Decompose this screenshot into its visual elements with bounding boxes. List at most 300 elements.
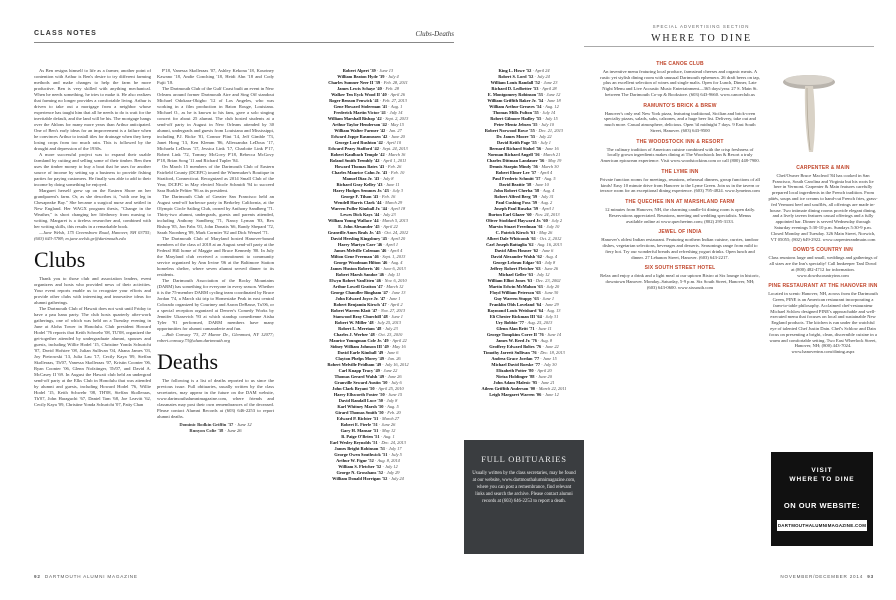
death-name: Leigh Margaret Warren '06 [489, 392, 542, 397]
death-date: May 12 [382, 428, 396, 433]
death-date: Aug. 8 [540, 338, 553, 343]
death-name: Robert Gilmore Hadley '55 [490, 116, 542, 121]
death-name: E. Montgomery Robinson '53 [487, 92, 543, 97]
death-entry: David Beattie '58 · June 10 [499, 182, 549, 187]
death-name: Robert S. Lord '52 [498, 74, 534, 79]
deaths-list-a [282, 68, 454, 568]
death-date: June 11 [538, 326, 552, 331]
mushroom-cap-top [785, 75, 833, 85]
death-entry: E. Montgomery Robinson '53 · June 12 [487, 92, 561, 97]
restaurant-entry [768, 284, 878, 355]
death-date: March 27 [382, 416, 400, 421]
death-entry: Niriza Holdinger '88 · June 20 [496, 374, 552, 379]
section-subtitle: Clubs-Deaths [415, 30, 454, 38]
death-name: George Owen Southwick '51 [334, 452, 388, 457]
death-entry: Granville Ames Beals Jr. '45 · Oct. 24, 2012 [327, 230, 409, 235]
death-name: B. Paige O'Brien '51 [341, 434, 380, 439]
where-to-dine-title: WHERE TO DINE [651, 33, 752, 44]
death-entry: Milton Gene Freeman '46 · Sept. 1, 2013 [330, 254, 406, 259]
death-date: Aug. 1 [383, 434, 395, 439]
death-name: Runyon Colie '38 [189, 428, 224, 433]
death-date: Aug. 2 [540, 200, 553, 205]
death-name: William Marshall Bishop '42 [327, 116, 382, 121]
death-name: Robert L. Merriam '48 [338, 326, 382, 331]
death-date: June 12 [546, 92, 561, 97]
death-date: April 4 [539, 170, 553, 175]
death-entry: Harry Ellsworth Foster '50 · June 15 [333, 392, 403, 397]
signature: —Bob Conway '73, 27 Manor Dr., Glenmont, NY 12077; robert.conway.73@alum.dartmouth.org [157, 332, 274, 343]
death-name: Arthur Taylor Henderson '42 [332, 122, 387, 127]
death-name: Andrea Grace Jordan '77 [491, 356, 540, 361]
death-entry: John Edward Joyce Jr. '47 · June 1 [335, 296, 401, 301]
visit-where-label: WHERE TO DINE [789, 476, 855, 483]
death-entry: Robert L. Merriam '48 · July 23 [338, 326, 398, 331]
death-entry: Leigh Margaret Warren '06 · June 12 [489, 392, 559, 397]
death-name: Ury Bobbie '77 [495, 320, 524, 325]
death-entry: Edward Peary Stafford '42 · Sept. 24, 2013 [328, 146, 408, 151]
death-name: Warren Fuller Kimball Jr. '44 [330, 206, 387, 211]
death-name: Richard Gray Kelley '43 [336, 182, 383, 187]
death-date: June 13 [391, 290, 406, 295]
death-name: Franklin Olds Loveland '64 [489, 302, 542, 307]
death-date: July 31 [540, 194, 554, 199]
death-entry: Michael Geller '63 · July 12 [498, 272, 550, 277]
death-date: July 29 [386, 470, 400, 475]
restaurant-description: The culinary tradition of American cuisine combined with the crisp freshness of locally grown ingredients makes dining at The Woodstock Inn & Resort a truly American epicurean experience. Visit www.woodstockinn.com or call (800) 448-7900. [600, 146, 760, 164]
death-entry: Maurice Youngman Cole Jr. '49 · April 22 [329, 338, 407, 343]
death-date: Sept. 2, 2013 [385, 116, 409, 121]
death-date: Feb. 16 [381, 194, 396, 199]
death-date: June 29 [544, 302, 559, 307]
death-entry: Michael David Roeske '77 · July 30 [491, 362, 557, 367]
death-entry: Robert S. Lord '52 · July 24 [498, 74, 550, 79]
death-name: Joseph Paul Ruszka '59 [493, 206, 539, 211]
death-entry: Robert Warren Klatt '47 · Nov. 27, 2013 [330, 308, 406, 313]
deaths-heading: Deaths [157, 349, 219, 374]
death-date: June 6 [541, 248, 554, 253]
death-entry: Marvin Stuart Freedman '61 · July 10 [488, 224, 560, 229]
death-name: Elwyn Robert VanEtten '46 [329, 278, 381, 283]
restaurant-name: JEWEL OF INDIA [658, 229, 702, 236]
death-date: June 1 [388, 296, 401, 301]
death-name: William Donald Horrigan '52 [332, 476, 388, 481]
header-rule-left [34, 42, 454, 43]
review-paragraph: A more successful project was to expand their usable farmland by cutting and selling some of their timber. Ben then uses the timber money to buy a boat that he uses for another source of income by setting up a business to provide fishing parties for paying customers. He finally was able to add to their income by doing something he enjoyed. [34, 152, 151, 187]
death-entry: Charles Dittman Landauer '56 · May 19 [486, 158, 562, 163]
death-entry: Paul Frederic Schmitt '57 · Aug. 5 [492, 176, 556, 181]
death-entry: Joseph Paul Ruszka '59 · April 1 [493, 206, 555, 211]
death-date: July 11 [387, 272, 401, 277]
death-name: Lewes Dick Kays '44 [340, 212, 380, 217]
death-name: Paul Cushing Foss '59 [495, 200, 538, 205]
death-date: July 8 [386, 398, 398, 403]
death-name: George Lebeau Edgar '63 [492, 260, 541, 265]
death-name: Charles Dittman Landauer '56 [486, 158, 545, 163]
death-date: Aug. 12 [545, 104, 559, 109]
death-name: King L. Howe '52 [498, 68, 532, 73]
death-entry: Girard Thomas Smith '50 · Feb. 20 [335, 410, 401, 415]
clubs-paragraph: The Dartmouth Club of Maryland hosted Hanover-bound members of the class of 2018 at an August send-off party at the Federal Hill home of Maggie and Bruce Kennedy '80. In July the Maryland club received a commitment to community service organized by Ann Irvine '06 at the Baltimore Station homeless shelter, where seven alumni served dinner to its residents. [157, 236, 274, 277]
restaurant-description: An inventive menu featuring local produce, farmstead cheeses and organic meats. A rustic yet stylish dining room with unusual Dartmouth ephemera. 26 draft beers on tap, plus an excellent selection of wines and single malts. Open for Lunch, Dinner, Late Night Menu and Live Acoustic Music Entertainment—365 days/year. 27 S. Main St. between The Dartmouth Co-op & Bookstore. (603) 643-9660. www.canoeclub.us [600, 68, 760, 97]
death-name: Robert Kaulbach Temple '42 [330, 152, 385, 157]
death-date: July 8 [544, 260, 556, 265]
death-date: April 20 [537, 368, 552, 373]
death-name: James Lewis Schaye '40 [337, 86, 382, 91]
death-name: Arthur Lowell Gratton '47 [332, 284, 383, 289]
death-entry: Robert Gilmore Hadley '55 · July 15 [490, 116, 558, 121]
death-name: William Beaton Hyde '39 [337, 74, 385, 79]
death-date: April 1 [541, 206, 555, 211]
death-name: James W. Reed Jr. '76 [495, 338, 537, 343]
death-date: Feb. 28 [385, 86, 399, 91]
death-date: June 15 [388, 392, 403, 397]
death-entry: David Hersling Kingsbury '45 · April 20 [330, 236, 406, 241]
death-name: David Keith Page '55 [497, 140, 537, 145]
restaurants-right [768, 166, 878, 361]
death-name: Roger Benson Fenwick '41 [329, 98, 379, 103]
death-date: Nov. 24, 2013 [535, 212, 560, 217]
clubs-paragraph: The Dartmouth Club of Greater San Francisco held an August send-off barbecue party in Berkeley California, at the Olympic Circle Sailing Club, owned by Anthony Sandberg '71. Thirty-two alumni, undergrads, guests and parents attended, including Anthony Sandberg '71, Nancy Lyman '83, Rex Bishop '85, Jon Fabs '01, John Donatis '66, Randy Shepard '72, Sarah Noonberg '89, Mark Cormier '82 and Dick Wenzel '71. [157, 194, 274, 235]
death-name: Girard Thomas Smith '50 [335, 410, 384, 415]
death-entry: Guy Warren Stuppy '63 · June 1 [493, 296, 555, 301]
death-date: March 12 [386, 284, 404, 289]
death-name: William Walter Farmer '42 [334, 128, 386, 133]
death-date: March 16 [388, 152, 406, 157]
death-date: May 26 [539, 230, 553, 235]
death-date: Oct. 24, 2012 [384, 230, 409, 235]
death-entry: William Donald Horrigan '52 · July 24 [332, 476, 404, 481]
death-name: Harry Hodges Semmes Jr. '43 [332, 188, 389, 193]
death-date: April 26 [390, 92, 405, 97]
death-name: Martin Edwin McMahon '63 [488, 284, 543, 289]
clubs-paragraph: On March 15 members of the Dartmouth Club of Eastern Fairfield County (DCEFC) toured the Winemaker's Boutique in Stratford, Connecticut. Recognized as 2014 Small Club of the Year, DCEFC in May elected Nicole Schmidt '94 to succeed Sara Burkle Peltier '96 as its president. [157, 164, 274, 193]
death-entry: William Griffith Baker Jr. '54 · June 18 [487, 98, 561, 103]
death-entry: Lewes Dick Kays '44 · July 23 [340, 212, 396, 217]
death-date: July 12 [384, 464, 398, 469]
death-date: July 17 [388, 446, 402, 451]
death-name: George F. Tilson '43 [340, 194, 379, 199]
death-date: Oct. 23, 2010 [378, 332, 403, 337]
death-date: July 4 [388, 74, 399, 79]
restaurant-description: Class reunions large and small, weddings and gatherings of all sizes are the Inn's specialty! Call Innkeeper Tanl Dowd at (800) 482-4712 for information. www.dowdscountryinn.com [768, 255, 878, 278]
death-entry: Sidney William Johnson III '49 · May 16 [330, 344, 406, 349]
death-date: July 23 [385, 326, 398, 331]
death-entry: William Elliot Jones '63 · Dec. 23, 2002 [487, 278, 561, 283]
restaurant-entry [600, 62, 760, 98]
restaurant-description: 12 minutes from Hanover, NH, the charming candle-lit dining room is open daily. Reservations appreciated. Reunions, meeting and wedding specialists. Menus available online at www.quecheeinn.com; (802) 295-3133. [604, 206, 756, 224]
death-date: Dec. 23, 2002 [535, 278, 561, 283]
death-name: Richard D. Ledbetter '53 [491, 86, 539, 91]
death-entry: Robert Elmer Lee '57 · April 4 [495, 170, 553, 175]
death-entry: David Earle Kimball '49 · June 6 [337, 350, 399, 355]
death-name: John Edward Joyce Jr. '47 [335, 296, 386, 301]
obits-title: FULL OBITUARIES [481, 454, 567, 464]
death-name: Michael David Roeske '77 [491, 362, 541, 367]
death-entry: Arthur Lowell Gratton '47 · March 12 [332, 284, 404, 289]
death-date: June 26 [387, 374, 402, 379]
death-date: July 10 [541, 122, 554, 127]
death-date: Aug. 5 [544, 176, 556, 181]
death-date: March 5, 2013 [382, 218, 409, 223]
death-name: Aileen Griffith Anderson '00 [481, 386, 536, 391]
death-name: Carl Joseph Battaglia '62 [486, 242, 534, 247]
death-date: July 23 [382, 212, 396, 217]
death-date: July 24 [391, 476, 404, 481]
visit-website-box[interactable] [771, 452, 873, 546]
death-entry: King L. Howe '52 · April 24 [498, 68, 550, 73]
death-entry: Burton Earl Glazer '60 · Nov. 24, 2013 [488, 212, 560, 217]
death-name: Milton Gene Freeman '46 [330, 254, 379, 259]
death-entry: George Chandler Bingham '47 · June 13 [330, 290, 406, 295]
death-date: Jan. 27 [388, 128, 402, 133]
death-entry: Stanwood Bray Churchill '48 · June 1 [333, 314, 403, 319]
death-entry: John Clark Bryant '50 · April 25, 2010 [332, 386, 404, 391]
restaurant-name: PINE RESTAURANT AT THE HANOVER INN [768, 283, 878, 290]
death-entry: Robert Marsh Sandoe '46 · July 11 [335, 272, 401, 277]
death-name: George Tompkins Corre II '76 [486, 332, 544, 337]
death-name: Granville Ames Beals Jr. '45 [327, 230, 381, 235]
death-entry: Harry Martyn Carr '46 · April 1 [337, 242, 399, 247]
review-paragraph: As Ben resigns himself to life as a farmer, another point of contention with Arthur is Ben's desire to try different farming methods and make changes to help the farm be more productive. Ben is very skilled with anything mechanical. When he needs something, he tries to make it. He also realizes that farming no longer provides a comfortable living. Arthur is driven to take out a mortgage from a neighbor whose experience has taught him that all he needs to do is wait for the inevitable default, and the land will be his. The mortgage hangs over the Ahlons for many more years than Arthur anticipated. One of Ben's early ideas for an improvement is a failure when he convinces Arthur to install tiles for drainage when they keep losing crops from too much rain. This is followed by the drought and depression of the 1930s. [34, 68, 151, 151]
death-date: June 11 [386, 182, 400, 187]
death-date: July 14 [389, 110, 403, 115]
restaurant-description: Relax and enjoy a drink and a light meal at our uptown Bistro at Six lounge in historic, downtown Hanover. Monday–Saturday, 5-9 p.m. Six South Street, Hanover, NH; (603) 643-0600. www.sixsouth.com [600, 273, 760, 290]
death-date: June 6, 2013 [383, 266, 406, 271]
magazine-title: DARTMOUTH ALUMNI MAGAZINE [44, 574, 138, 579]
death-date: Feb. 10 [390, 170, 405, 175]
death-date: Feb. 27, 2013 [382, 98, 407, 103]
death-entry: William S. Fletcher '52 · July 12 [338, 464, 398, 469]
death-name: Charles Maurice Cahn Jr. '43 [331, 170, 388, 175]
death-name: William Elliot Jones '63 [487, 278, 533, 283]
death-name: David Hersling Kingsbury '45 [330, 236, 388, 241]
death-date: Oct. 2, 2012 [539, 236, 562, 241]
restaurant-entry [600, 140, 760, 164]
visit-url-link[interactable]: DARTMOUTHALUMNIMAGAZINE.COM [777, 520, 867, 531]
death-name: C. Patrick Kirsch '61 [495, 230, 536, 235]
death-date: July 12 [536, 272, 550, 277]
clubs-paragraph: Thank you to those club and association leaders, event organizers and hosts who provided news of their activities. Your event reports enable us to recognize your efforts and provide other clubs with interesting and innovative ideas for alumni gatherings. [34, 276, 151, 305]
death-date: July 6 [391, 380, 402, 385]
death-date: June 26 [227, 428, 242, 433]
death-date: April 24 [535, 68, 550, 73]
death-name: Edward Peary Stafford '42 [328, 146, 379, 151]
death-date: Dec. 21, 2013 [538, 128, 564, 133]
death-name: Robert Elmer Lee '57 [495, 170, 537, 175]
death-name: Peter Mentz Jebsen '55 [494, 122, 538, 127]
death-name: Robert Marsh Sandoe '46 [335, 272, 385, 277]
death-name: David Allen Hosner '62 [494, 248, 539, 253]
restaurant-name: THE WOODSTOCK INN & RESORT [636, 138, 724, 145]
death-name: John Clark Bryant '50 [332, 386, 375, 391]
death-date: Sept. 24, 2013 [382, 146, 408, 151]
death-entry: Robert Norwood Rowe '55 · Dec. 21, 2013 [484, 128, 564, 133]
death-entry: Walker Ten Eyck Wood II '40 · April 26 [331, 92, 405, 97]
death-date: June 16 [544, 146, 559, 151]
death-date: Aug. 1 [390, 104, 403, 109]
death-name: Thomas Gerard Walsh '49 [334, 374, 385, 379]
death-entry: Dennis Starpin Mindy '56 · March 30 [489, 164, 559, 169]
death-entry: Richard Gray Kelley '43 · June 11 [336, 182, 400, 187]
death-entry: James Melville Coleman '46 · April 4 [333, 248, 403, 253]
obits-body: Usually written by the class secretaries, may be found at our website, www.dartmouthalumnimagazine.com, where you can post a remembrance, find relevant links and search the archive. Please contact alumni records at (603) 646-2253 to report a death. [472, 471, 576, 504]
death-date: April 20 [390, 236, 406, 241]
issue-date: NOVEMBER/DECEMBER 2014 [780, 574, 864, 579]
death-entry: Robert E. Fierle '51 · June 26 [340, 422, 396, 427]
death-date: April 1, 2011 [383, 158, 407, 163]
death-entry: Jeffrey Robert Fletcher '63 · June 26 [489, 266, 559, 271]
restaurant-description: Chef/Owner Bruce Macleod '84 has cooked in San Francisco, South Carolina and Virginia but his roots lie here in Vermont. Carpenter & Main features carefully prepared local ingredients in the French tradition. From pâtés, soups and ice creams to hand-cut French fries, grass-fed Vermont beef and soufflés, all offerings are made in-house. Two intimate dining rooms provide elegant dining, and a lively tavern features casual offerings and a fully appointed bar. Dinner is served Wednesday through Saturday evenings 5:30-10 p.m. Sundays 5:30-9 p.m. Closed Monday and Tuesday. 326 Main Street, Norwich, VT 05055; (802) 649-2922. www.carpenterandmain.com [768, 172, 878, 242]
death-name: Guy Warren Stuppy '63 [493, 296, 539, 301]
death-date: June 18 [546, 98, 561, 103]
column-1 [34, 68, 151, 568]
death-date: March 29 [385, 200, 403, 205]
footer-left [34, 574, 138, 579]
restaurant-entry [600, 104, 760, 134]
death-date: June 20 [538, 374, 552, 379]
death-date: July 24 [537, 74, 550, 79]
restaurant-description: Private function rooms for meetings, reunions, rehearsal dinners, group functions of all kinds! Easy 10 minute drive from Hanover to the Lyme Green. Join us in the tavern or terrace room for an exceptional dining experience. (603) 795-4824. www.lymeinn.com [600, 176, 760, 194]
death-entry: Carl Knapp Tracy '49 · June 22 [338, 368, 398, 373]
death-entry: John Adam Malesic '95 · June 21 [493, 380, 555, 385]
death-entry: Thomas Gerard Walsh '49 · June 26 [334, 374, 402, 379]
death-name: Jeffrey Robert Fletcher '63 [489, 266, 541, 271]
restaurant-description: Located in scenic Hanover, NH, across from the Dartmouth Green, PINE is an American restaurant incorporating a farm-to-table philosophy. Acclaimed chef-restaurateur Michael Schlow designed PINE's approachable and well-executed menu that focuses on local and sustainable New England products. The kitchen is run under the watchful eye of talented Chef Justin Dain. Chef's Schlow and Dain focus on presenting a bright, clean, discernible cuisine in a warm and comfortable setting. Two East Wheelock Street, Hanover, NH; (800) 443-7024. www.hanoverinn.com/dining.aspx [768, 291, 878, 355]
death-entry: James Bright Robinson '51 · July 17 [334, 446, 402, 451]
death-name: Dennis Starpin Mindy '56 [489, 164, 538, 169]
restaurant-description: Hanover's only real New York pizza, featuring traditional, Sicilian and brick-oven specialty pizzas, salads, subs, calzones, and a huge beer list. Delivery, take out and much more. Casual atmosphere, delicious. Open 'til midnight 7 days. 9 East South Street, Hanover. (603) 643-9500 [604, 110, 756, 133]
death-name: Glenn Alan Britt '71 [496, 326, 535, 331]
death-date: April 28 [542, 86, 557, 91]
death-date: April 18 [390, 206, 406, 211]
death-name: Walker Ten Eyck Wood II '40 [331, 92, 387, 97]
death-date: March 30 [541, 164, 559, 169]
death-name: E. John Alexander '45 [338, 224, 380, 229]
clubs-heading: Clubs [34, 247, 86, 272]
death-name: George N. Grosshans '52 [336, 470, 384, 475]
death-date: June 26 [544, 266, 559, 271]
death-entry: Granville Seward Austin '50 · July 6 [334, 380, 402, 385]
signature: —Jane Welsh, 175 Greensboro Road, Hanover, NH 03755; (603) 643-3788; m.jane.welsh.gr@dartmouth.edu [34, 230, 151, 241]
death-name: Carl Knapp Tracy '49 [338, 368, 380, 373]
restaurant-name: RAMUNTO'S BRICK & BREW [643, 102, 717, 109]
death-name: David Alexander Walsh '62 [490, 254, 542, 259]
death-name: Robert Alfred Berg '59 [494, 194, 538, 199]
death-name: Gene Howard Stolerman '41 [333, 104, 388, 109]
death-name: Wendell Harris Clark '44 [333, 200, 382, 205]
death-name: Elizabeth Potter '80 [496, 368, 534, 373]
death-date: July 14 [542, 110, 556, 115]
death-entry: William Arthur Greaves '54 · Aug. 12 [489, 104, 559, 109]
death-entry: Edward P. Richter '51 · March 27 [336, 416, 400, 421]
death-entry: Runyon Colie '38 · June 26 [189, 428, 242, 433]
death-date: June 15 [542, 356, 557, 361]
death-name: William Griffith Baker Jr. '54 [487, 98, 544, 103]
death-name: Dominic Bodkin Griffin '37 [179, 422, 234, 427]
review-paragraph: Margaret herself grew up on the Eastern Shore on her grandparent's farm. Or, as she describes it, "with one leg in Chesapeake Bay." She became a surgical nurse and settled in New England. Her WAGX program thesis, "Change in the Weather," is short changing her lifetheory from nursing to writing. Margaret is a tireless researcher and, combined with her writing skills, this results in a remarkable book. [34, 188, 151, 229]
death-date: July 3 [392, 188, 404, 193]
death-name: Robert Benjamin Kirsch '47 [333, 302, 387, 307]
death-date: April 1 [385, 242, 399, 247]
death-entry: Karl Whitney Marsh '50 · Aug. 5 [337, 404, 399, 409]
death-date: Aug. 25, 2013 [527, 320, 553, 325]
death-date: Feb. 28, 2011 [383, 80, 408, 85]
death-entry: Peter Mentz Jebsen '55 · July 10 [494, 122, 554, 127]
clubs-paragraph: The Dartmouth Club of the Gulf Coast built an event in New Orleans around former Dartmouth Aire and Sing Off standout Michael Odokara-Okigbo '12 of Los Angeles, who was working in a film production in Baton Rouge, Louisiana. Michael O., as he is known to his fans, gave a solo singing concert for about 25 alumni. The club hosted students at a send-off party in August in New Orleans attended by 30 alumni, undergrads and guests from Louisiana and Mississippi, including P.J. Bicke '81, Connor Flint '14, Jeff Gimble '73, Janet Hong '13, Ken Klemm '86, Allessandra LeDoux '17, Michaela LeDoux '17, Jessica Link '17, Charlotte Link P'17, Robert Link '72, Tommy McGovy P'18, Rebecca McGovy P'18, Brian Song '11 and Richard Tupler '84. [157, 86, 274, 163]
death-name: Eli Chester Rickman III '64 [489, 314, 542, 319]
death-date: July 5 [391, 452, 402, 457]
death-entry: Roland Smith Trembly '42 · April 1, 2011 [329, 158, 407, 163]
death-name: Harry Martyn Carr '46 [337, 242, 383, 247]
death-entry: Robert Alfred Berg '59 · July 31 [494, 194, 554, 199]
death-date: June 22 [544, 344, 559, 349]
death-entry: Aileen Griffith Anderson '00 · March 22, 2011 [481, 386, 567, 391]
death-name: Robert Melville Pridham '49 [327, 362, 382, 367]
death-entry: William Beaton Hyde '39 · July 4 [337, 74, 399, 79]
death-name: John Adam Malesic '95 [493, 380, 538, 385]
death-entry: William Young Wallace '44 · March 5, 2013 [327, 218, 409, 223]
death-entry: Robert Melville Pridham '49 · July 16, 2012 [327, 362, 409, 367]
death-name: Robert Warren Klatt '47 [330, 308, 378, 313]
death-date: April 22 [383, 224, 398, 229]
death-date: March 22, 2011 [538, 386, 567, 391]
death-entry: Carl Joseph Battaglia '62 · Aug. 16, 2013 [486, 242, 562, 247]
death-entry: Oliver Stoddard Hayward Jr. '60 · July 2 [485, 218, 563, 223]
death-entry: Bernard Richard Stahel '56 · June 16 [489, 146, 559, 151]
deaths-list-b [464, 68, 584, 428]
death-name: Gary H. Mansar '51 [340, 428, 379, 433]
death-date: July 22 [538, 134, 552, 139]
death-name: Robert W. Miller '48 [334, 320, 374, 325]
death-entry: Martin Edwin McMahon '63 · July 20 [488, 284, 560, 289]
death-entry: C. Patrick Kirsch '61 · May 26 [495, 230, 553, 235]
clubs-paragraph: The Dartmouth Club of Hawaii does not wait until Friday to have a pau hana party. The club hosts quarterly after-work gatherings, one of which was held on a Tuesday evening in June at Aloha Tower in Honolulu. Club president Howard Hodel '76 reports that Keith Schwehr '08, TU'08, organized the get-together attended by undergraduate alumni, spouses and guests, including Willie Hodel '15, Christine Yonda Schuricht '07, David Hofstee '08, Julian Sullivan '04, Ahana James '03, Joy Pietrowski '13, Julia Lau '17, Cecily Kaya '09, Steffan Skolleraas, Th'07, Vanessa Skolleraas '07, Kristin Coonter '06, Ryan Coonter '06, Glenn Nofziinger, Th'07, and David A. McCasey II '69. In August the Hawaii club held an undergrad send-off party at the Elks Club in Honolulu that was attended by alumni and guests, including Howard Hodel '76, Willie Hodel '15, Keith Schwehr '08, TH'08, Steffan Skolleraas, Th'07, John Haraguchi '67, Daniel Tam '68, Joe Leavitt '62, Cecily Kaya '09, Christine Yonda Schuricht '07, Patty Chan [34, 306, 151, 407]
death-date: June 6 [386, 350, 399, 355]
death-date: July 10 [546, 224, 560, 229]
death-entry: Paul Cushing Foss '59 · Aug. 2 [495, 200, 553, 205]
mushroom-stem [805, 86, 815, 152]
death-entry: William Marshall Bishop '42 · Sept. 2, 2013 [327, 116, 409, 121]
death-entry: Elizabeth Potter '80 · April 20 [496, 368, 552, 373]
death-name: George Lord Rushton '42 [334, 140, 383, 145]
death-name: Marvin Stuart Freedman '61 [488, 224, 543, 229]
restaurant-name: SIX SOUTH STREET HOTEL [644, 265, 716, 272]
death-entry: B. Paige O'Brien '51 · Aug. 1 [341, 434, 395, 439]
death-date: Feb. 26 [387, 164, 402, 169]
death-date: Aug. 13 [546, 308, 561, 313]
death-entry: Elwyn Robert VanEtten '46 · Nov. 6, 2010 [329, 278, 407, 283]
death-entry: George Owen Southwick '51 · July 5 [334, 452, 402, 457]
death-entry: James Huston Roberts '46 · June 6, 2013 [330, 266, 406, 271]
death-date: June 30 [544, 290, 559, 295]
death-name: Robert Alpert '39 [342, 68, 376, 73]
death-entry: Warren Fuller Kimball Jr. '44 · April 18 [330, 206, 406, 211]
death-name: Harry Ellsworth Foster '50 [333, 392, 385, 397]
death-entry: Charles Maurice Cahn Jr. '43 · Feb. 10 [331, 170, 405, 175]
footer-right [770, 574, 874, 579]
death-name: Frederick Martin Victor '41 [333, 110, 386, 115]
death-name: Paul Frederic Schmitt '57 [492, 176, 541, 181]
death-name: William Louis Randall '52 [490, 80, 540, 85]
death-entry: George Tompkins Corre II '76 · June 14 [486, 332, 562, 337]
death-name: Bernard Richard Stahel '56 [489, 146, 542, 151]
death-name: David Earle Kimball '49 [337, 350, 384, 355]
deaths-intro: The following is a list of deaths reported to us since the previous issue. Full obituaries, usually written by the class secretaries, may appear in the future on the DAM website, www.dartmouthalumnimagazine.com, where friends and classmates may post their own remembrances of the deceased. Please contact Alumni Records at (603) 646-2253 to report alumni deaths. [157, 378, 274, 419]
death-name: Roland Smith Trembly '42 [329, 158, 380, 163]
death-date: Aug. 4 [390, 260, 403, 265]
death-name: George Chandler Bingham '47 [330, 290, 388, 295]
death-date: Dec. 18, 2013 [540, 350, 565, 355]
